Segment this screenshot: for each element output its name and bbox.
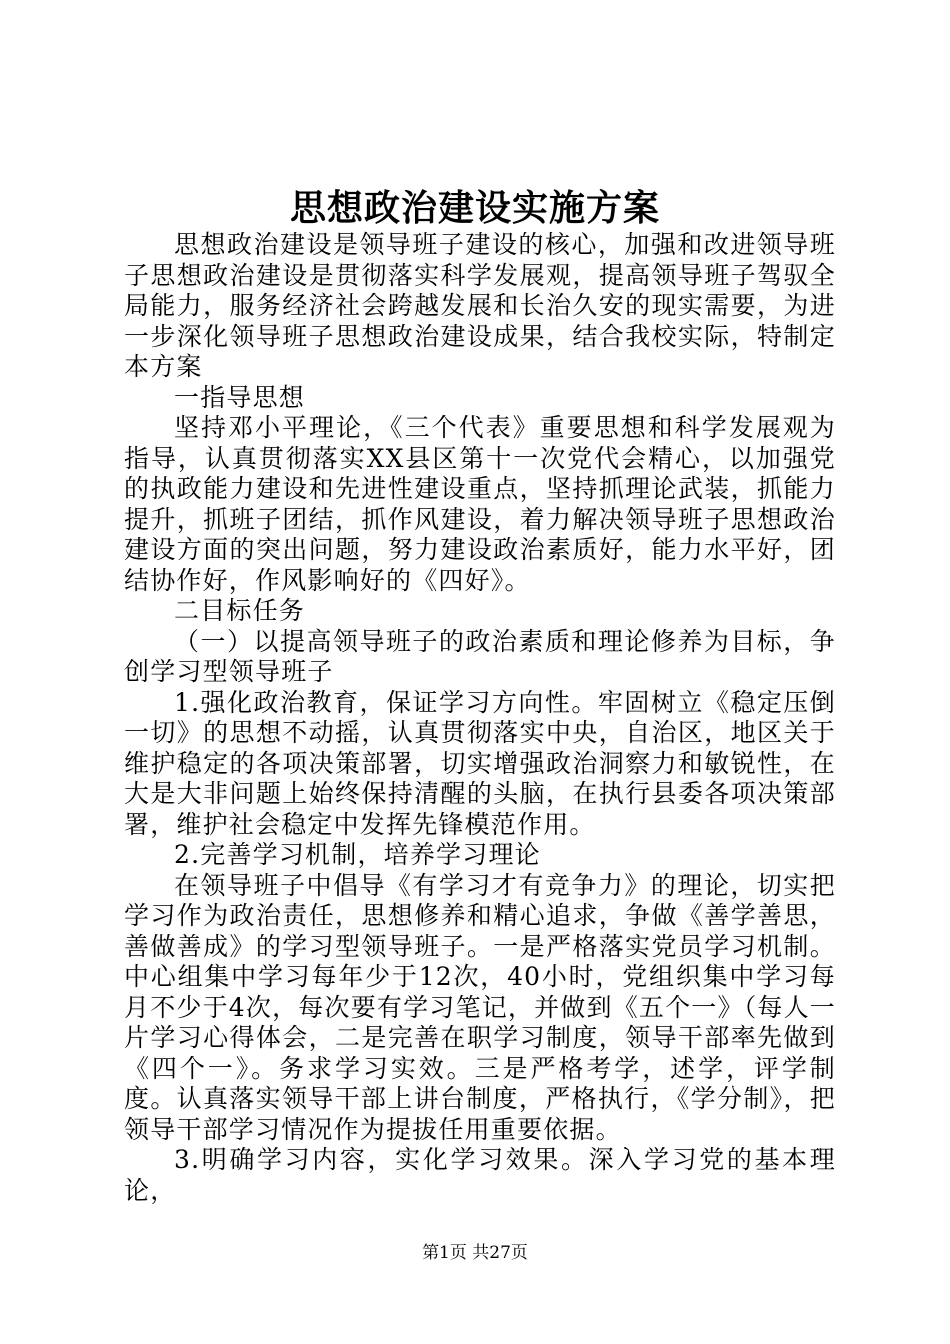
document-title: 思想政治建设实施方案 (289, 187, 660, 229)
paragraph-item-3: 3.明确学习内容，实化学习效果。深入学习党的基本理论， (124, 1145, 836, 1205)
paragraph-guiding-ideology: 坚持邓小平理论，《三个代表》重要思想和科学发展观为指导，认真贯彻落实XX县区第十一次党代会精心，以加强党的执政能力建设和先进性建设重点，坚持抓理论武装，抓能力提升，抓班子团结，抓作风建设，着力解决领导班子思想政治建设方面的突出问题，努力建设政治素质好，能力水平好，团结协作好，作风影响好的《四好》。 (124, 413, 836, 595)
page-number-footer: 第1页 共27页 (422, 1243, 528, 1263)
paragraph-item-1: 1.强化政治教育，保证学习方向性。牢固树立《稳定压倒一切》的思想不动摇，认真贯彻落实中央，自治区，地区关于维护稳定的各项决策部署，切实增强政治洞察力和敏锐性，在大是大非问题上始终保持清醒的头脑，在执行县委各项决策部署，维护社会稳定中发挥先锋模范作用。 (124, 687, 836, 839)
document-body (124, 230, 836, 1206)
paragraph-item-2: 在领导班子中倡导《有学习才有竞争力》的理论，切实把学习作为政治责任，思想修养和精心追求，争做《善学善思，善做善成》的学习型领导班子。一是严格落实党员学习机制。中心组集中学习每年少于12次，40小时，党组织集中学习每月不少于4次，每次要有学习笔记，并做到《五个一》（每人一片学习心得体会，二是完善在职学习制度，领导干部率先做到《四个一》。务求学习实效。三是严格考学，述学，评学制度。认真落实领导干部上讲台制度，严格执行，《学分制》，把领导干部学习情况作为提拔任用重要依据。 (124, 870, 837, 1144)
heading-goals-tasks: 二目标任务 (174, 596, 306, 625)
paragraph-intro: 思想政治建设是领导班子建设的核心，加强和改进领导班子思想政治建设是贯彻落实科学发展观，提高领导班子驾驭全局能力，服务经济社会跨越发展和长治久安的现实需要，为进一步深化领导班子思想政治建设成果，结合我校实际，特制定本方案 (124, 230, 836, 381)
heading-guiding-ideology: 一指导思想 (174, 382, 306, 412)
subheading-learning-team: （一）以提高领导班子的政治素质和理论修养为目标，争创学习型领导班子 (124, 626, 836, 686)
heading-item-2: 2.完善学习机制，培养学习理论 (174, 840, 541, 869)
